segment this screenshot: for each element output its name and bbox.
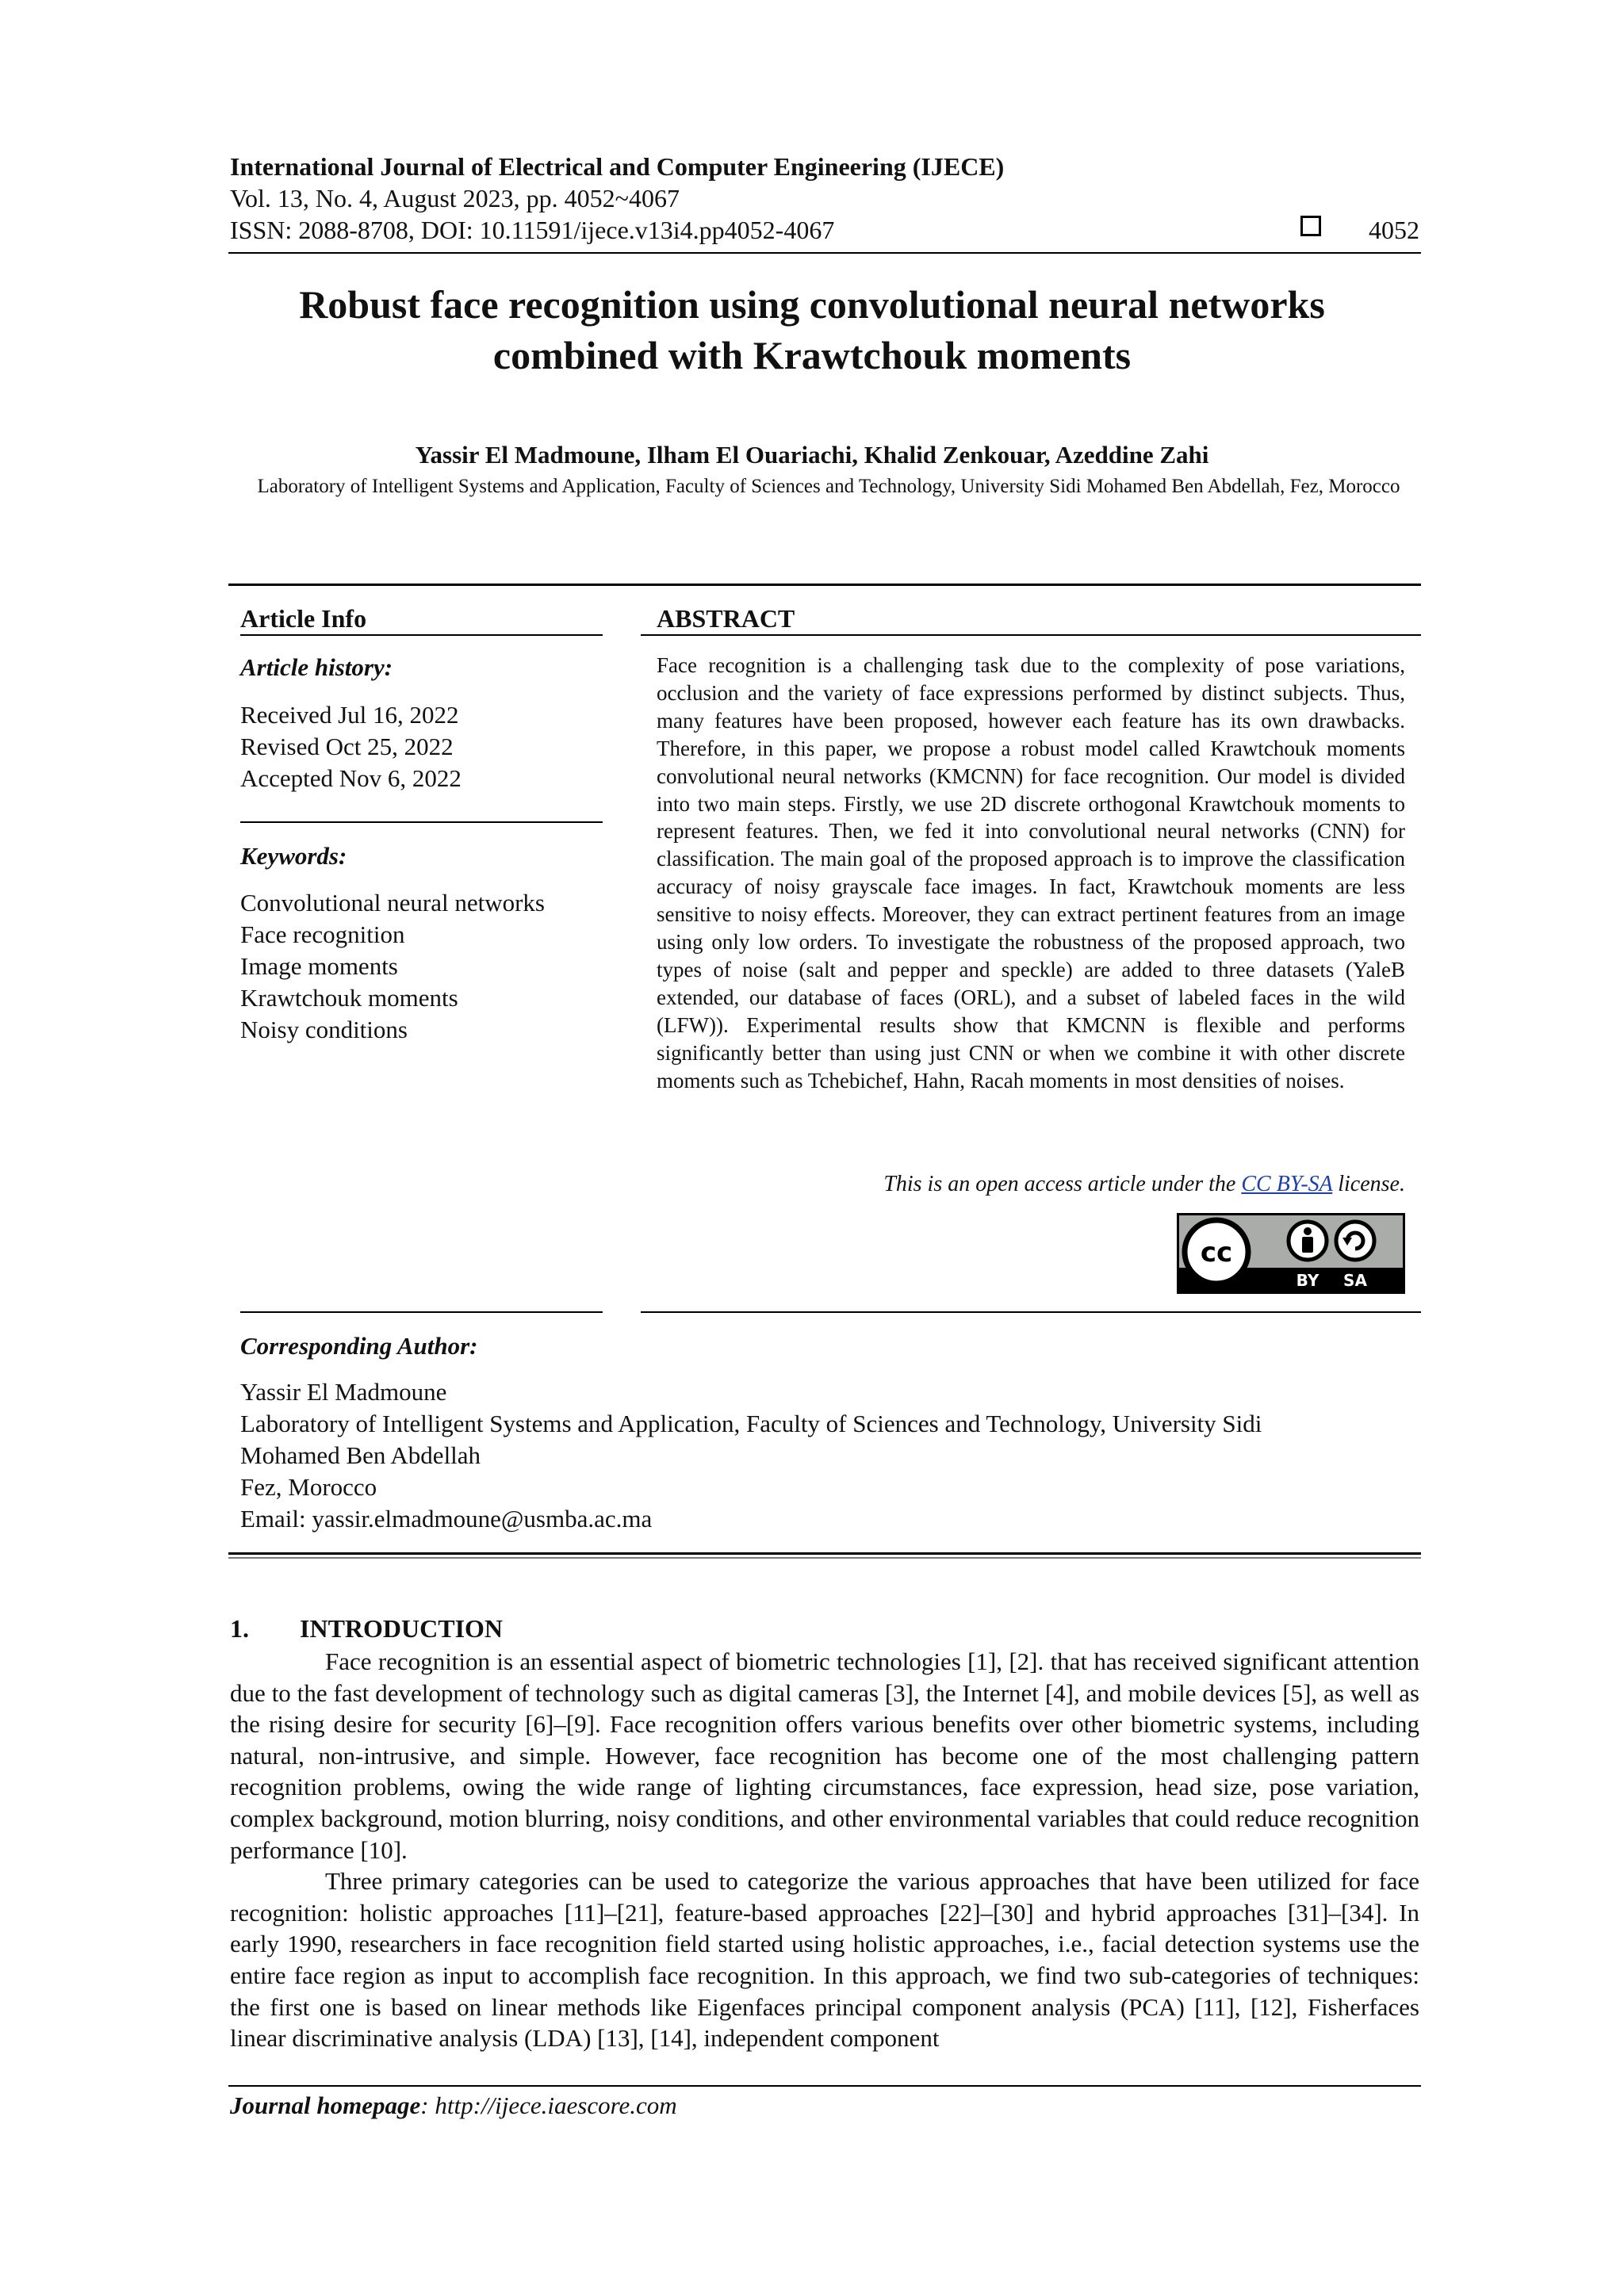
author-list: Yassir El Madmoune, Ilham El Ouariachi, Khalid Zenkouar, Azeddine Zahi (415, 441, 1209, 469)
license-statement (883, 1172, 1405, 1197)
journal-issn-doi: ISSN: 2088-8708, DOI: 10.11591/ijece.v13i4.pp4052-4067 (230, 216, 835, 244)
homepage-label: Journal homepage (230, 2091, 421, 2119)
info-top-rule (228, 584, 1421, 586)
license-prefix: This is an open access article under the (883, 1172, 1242, 1196)
author-affiliation-line: Mohamed Ben Abdellah (240, 1441, 481, 1469)
body-paragraph: Three primary categories can be used to categorize the various approaches that have been utilized for face recognition: holistic approaches [11]–[21], feature-based approaches [22]–[30] and hybrid approaches [31]–[34]. In early 1990, researchers in face recognition field started using holistic approaches, i.e., facial detection systems use the entire face region as input to accomplish face recognition. In this approach, we find two sub-categories of techniques: the first one is based on linear methods like Eigenfaces principal component analysis (PCA) [11], [12], Fisherfaces linear discriminative analysis (LDA) [13], [14], independent component (230, 1867, 1419, 2053)
author-email[interactable]: Email: yassir.elmadmoune@usmba.ac.ma (240, 1505, 653, 1533)
journal-volume: Vol. 13, No. 4, August 2023, pp. 4052~4067 (230, 184, 680, 212)
keyword-item: Krawtchouk moments (240, 984, 458, 1012)
revised-date: Revised Oct 25, 2022 (240, 733, 454, 760)
accepted-date: Accepted Nov 6, 2022 (240, 764, 462, 792)
footer-rule (228, 2085, 1421, 2087)
cc-icon-label: cc (1200, 1237, 1233, 1269)
journal-name: International Journal of Electrical and Computer Engineering (IJECE) (230, 152, 1005, 181)
article-history (240, 699, 462, 794)
title-line-1: Robust face recognition using convolutional neural networks (299, 282, 1325, 327)
corresponding-author-heading: Corresponding Author: (240, 1332, 478, 1360)
front-matter-shadow-rule (228, 1557, 1421, 1559)
license-link[interactable]: CC BY-SA (1241, 1172, 1333, 1196)
keyword-item: Convolutional neural networks (240, 889, 545, 916)
cc-by-sa-badge[interactable] (1177, 1213, 1405, 1294)
badge-by-label: BY (1296, 1271, 1320, 1290)
author-affiliation: Laboratory of Intelligent Systems and Application, Faculty of Sciences and Technology, University Sidi Mohamed Ben Abdellah, Fez, Morocco (257, 476, 1400, 497)
article-info-heading: Article Info (240, 604, 367, 633)
section-heading-introduction: 1. INTRODUCTION (230, 1614, 504, 1643)
abstract-text: Face recognition is a challenging task due to the complexity of pose variations, occlusion and the variety of face expressions performed by distinct subjects. Thus, many features have been proposed, however each feature has its own drawbacks. Therefore, in this paper, we propose a robust model called Krawtchouk moments convolutional neural networks (KMCNN) for face recognition. Our model is divided into two main steps. Firstly, we use 2D discrete orthogonal Krawtchouk moments to represent features. Then, we fed it into convolutional neural networks (CNN) for classification. The main goal of the proposed approach is to improve the classification accuracy of noisy grayscale face images. In fact, Krawtchouk moments are less sensitive to noisy effects. Moreover, they can extract pertinent features from an image using only low orders. To investigate the robustness of the proposed approach, two types of noise (salt and pepper and speckle) are added to three datasets (YaleB extended, our database of faces (ORL), and a subset of labeled faces in the wild (LFW)). Experimental results show that KMCNN is flexible and performs significantly better than using just CNN or when we combine it with other discrete moments such as Tchebichef, Hahn, Racah moments in most densities of noises. (657, 653, 1405, 1093)
history-keywords-divider (240, 821, 603, 823)
article-history-heading: Article history: (240, 653, 393, 681)
paper-title (159, 279, 1465, 381)
badge-sa-label: SA (1343, 1271, 1367, 1290)
author-affiliation-line: Laboratory of Intelligent Systems and Application, Faculty of Sciences and Technology, University Sidi (240, 1410, 1262, 1437)
header-rule (228, 252, 1421, 254)
abstract-underline (641, 634, 1421, 636)
keyword-item: Image moments (240, 952, 398, 980)
info-bottom-rule (240, 1311, 603, 1313)
keyword-item: Noisy conditions (240, 1016, 408, 1043)
abstract-bottom-rule (641, 1311, 1421, 1313)
homepage-url[interactable]: : http://ijece.iaescore.com (420, 2091, 677, 2119)
body-paragraph: Face recognition is an essential aspect of biometric technologies [1], [2]. that has received significant attention due to the fast development of technology such as digital cameras [3], the Internet [4], and mobile devices [5], as well as the rising desire for security [6]–[9]. Face recognition offers various benefits over other biometric systems, including natural, non-intrusive, and simple. However, face recognition has become one of the most challenging pattern recognition problems, owing the wide range of lighting circumstances, face expression, head size, pose variation, complex background, motion blurring, noisy conditions, and other environmental variables that could reduce recognition performance [10]. (230, 1647, 1419, 1864)
title-line-2: combined with Krawtchouk moments (492, 333, 1132, 377)
journal-homepage (230, 2091, 677, 2120)
attribution-icon (1289, 1222, 1327, 1260)
page-number: 4052 (1369, 216, 1419, 244)
author-name: Yassir El Madmoune (240, 1378, 447, 1406)
front-matter-bottom-rule (228, 1552, 1421, 1555)
square-bullet-icon (1300, 216, 1321, 236)
author-city: Fez, Morocco (240, 1473, 377, 1501)
introduction-body (230, 1646, 1419, 2054)
license-suffix: license. (1332, 1172, 1405, 1196)
keyword-item: Face recognition (240, 920, 405, 948)
received-date: Received Jul 16, 2022 (240, 701, 459, 729)
corresponding-author-details (240, 1376, 1430, 1535)
article-info-underline (240, 634, 603, 636)
share-alike-icon (1336, 1222, 1374, 1260)
keyword-list (240, 887, 545, 1046)
keywords-heading: Keywords: (240, 842, 347, 870)
abstract-heading: ABSTRACT (657, 604, 795, 633)
